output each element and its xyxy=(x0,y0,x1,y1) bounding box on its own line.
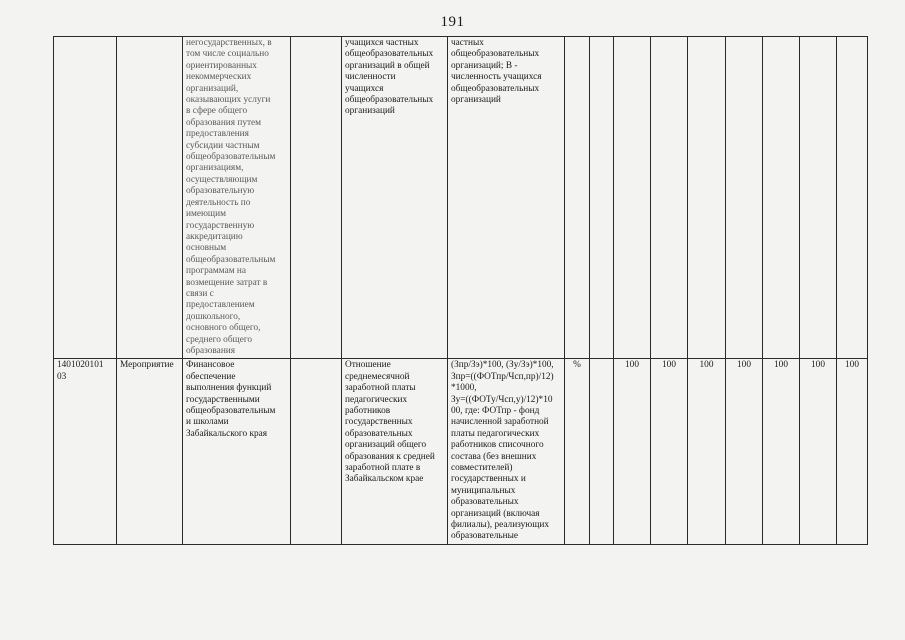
name-cell: Финансовое обеспечение выполнения функций государственными общеобразовательным и школами Забайкальского края xyxy=(183,359,291,545)
empty-cell xyxy=(291,359,342,545)
program-indicators-table xyxy=(53,36,868,545)
value-cell xyxy=(800,37,837,359)
value-cell xyxy=(726,37,763,359)
kind-cell xyxy=(117,37,183,359)
value-cell: 100 xyxy=(688,359,726,545)
table-row xyxy=(54,359,868,545)
page-number: 191 xyxy=(440,14,465,30)
value-cell xyxy=(837,37,868,359)
unit-cell: % xyxy=(565,359,590,545)
value-cell xyxy=(614,37,651,359)
code-cell xyxy=(54,37,117,359)
unit-cell xyxy=(565,37,590,359)
value-cell: 100 xyxy=(763,359,800,545)
value-cell xyxy=(590,359,614,545)
value-cell xyxy=(590,37,614,359)
name-cell: негосударственных, в том числе социально ориентированных некоммерческих организаций, оказывающих услуги в сфере общего образования путем предоставления субсидии частным общеобразовательным организациям, осуществляющим образовательную деятельность по имеющим государственную аккредитацию основным общеобразовательным программам на возмещение затрат в связи с предоставлением дошкольного, основного общего, среднего общего образования xyxy=(183,37,291,359)
value-cell: 100 xyxy=(614,359,651,545)
kind-cell: Мероприятие xyxy=(117,359,183,545)
formula-cell: частных общеобразовательных организаций; В - численность учащихся общеобразовательных организаций xyxy=(448,37,565,359)
value-cell: 100 xyxy=(800,359,837,545)
empty-cell xyxy=(291,37,342,359)
value-cell: 100 xyxy=(651,359,688,545)
formula-cell: (Зпр/Зэ)*100, (Зу/Зэ)*100, Зпр=((ФОТпр/Чсп,пр)/12) *1000, Зу=((ФОТу/Чсп,у)/12)*10 00, где: ФОТпр - фонд начисленной заработной платы педагогических работников списочного состава (без внешних совместителей) государственных и муниципальных образовательных организаций (включая филиалы), реализующих образовательные xyxy=(448,359,565,545)
value-cell xyxy=(688,37,726,359)
indicator-cell: учащихся частных общеобразовательных организаций в общей численности учащихся общеобразовательных организаций xyxy=(342,37,448,359)
value-cell: 100 xyxy=(837,359,868,545)
value-cell: 100 xyxy=(726,359,763,545)
indicator-cell: Отношение среднемесячной заработной платы педагогических работников государственных образовательных организаций общего образования к средней заработной плате в Забайкальском крае xyxy=(342,359,448,545)
code-cell: 1401020101 03 xyxy=(54,359,117,545)
value-cell xyxy=(651,37,688,359)
value-cell xyxy=(763,37,800,359)
table-row xyxy=(54,37,868,359)
